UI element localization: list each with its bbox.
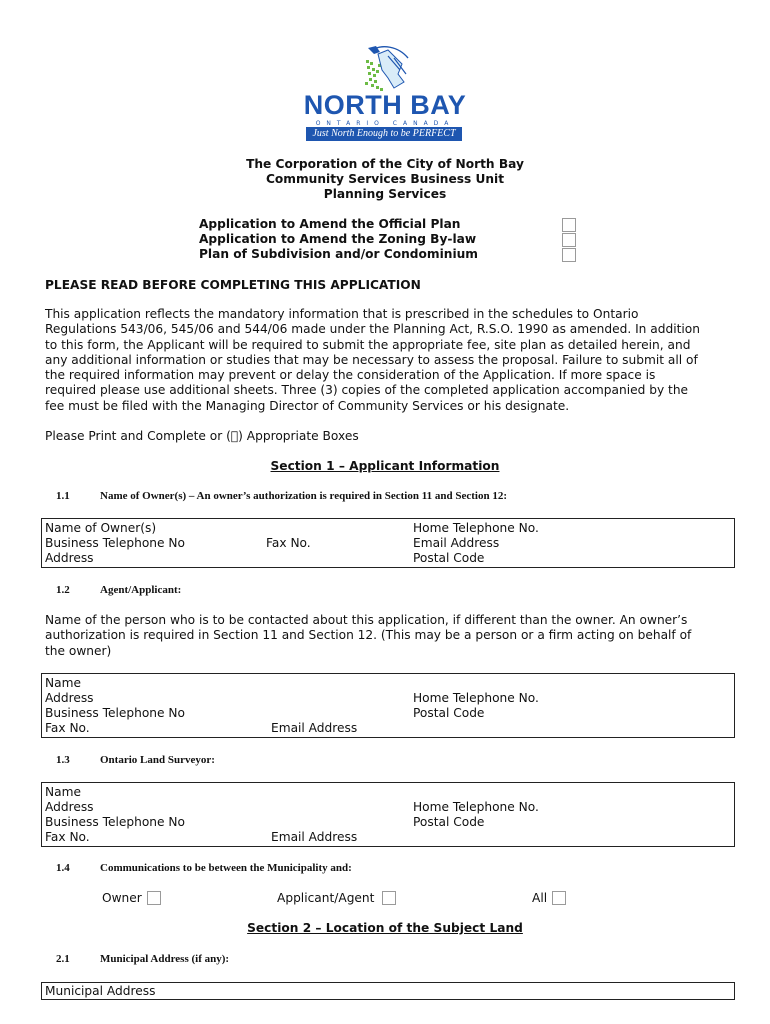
notice-line: the required information may prevent or delay the consideration of the Application. If more space is [45, 368, 656, 383]
notice-paragraph [45, 307, 735, 414]
municipal-address-field[interactable]: Municipal Address [45, 984, 156, 998]
agent-business-phone-field[interactable]: Business Telephone No [45, 706, 185, 720]
agent-email-field[interactable]: Email Address [271, 721, 358, 735]
surveyor-home-phone-field[interactable]: Home Telephone No. [413, 800, 539, 814]
comm-option-owner [102, 891, 142, 905]
north-bay-emblem-icon [358, 44, 414, 96]
agent-desc-line: Name of the person who is to be contacted about this application, if different than the owner. An owner’s [45, 613, 688, 627]
logo-subline: ONTARIO CANADA [315, 120, 455, 127]
owner-home-phone-field[interactable]: Home Telephone No. [413, 521, 539, 535]
owner-name-field[interactable]: Name of Owner(s) [45, 521, 157, 535]
surveyor-name-field[interactable]: Name [45, 785, 81, 799]
comm-option-all [532, 891, 547, 905]
s2-1-number: 2.1 [56, 953, 70, 965]
agent-description [45, 613, 735, 659]
owner-info-box [41, 518, 735, 568]
municipal-address-box [41, 982, 735, 1000]
s2-1-label: Municipal Address (if any): [100, 953, 230, 965]
notice-line: to this form, the Applicant will be required to submit the appropriate fee, site plan as detailed herein, and [45, 337, 691, 352]
owner-email-field[interactable]: Email Address [413, 536, 500, 550]
app-type-subdivision: Plan of Subdivision and/or Condominium [199, 247, 478, 261]
agent-info-box [41, 673, 735, 738]
app-type-official-plan: Application to Amend the Official Plan [199, 217, 461, 231]
comm-owner-label: Owner [102, 891, 142, 905]
surveyor-info-box [41, 782, 735, 847]
s1-4-label: Communications to be between the Municipality and: [100, 862, 352, 874]
surveyor-fax-field[interactable]: Fax No. [45, 830, 90, 844]
s1-3-number: 1.3 [56, 754, 70, 766]
notice-line: required please use additional sheets. Three (3) copies of the completed application accompanied by the [45, 383, 689, 398]
logo-wordmark: NORTH BAY [303, 90, 467, 120]
agent-address-field[interactable]: Address [45, 691, 94, 705]
north-bay-logo [300, 44, 470, 144]
surveyor-postal-field[interactable]: Postal Code [413, 815, 485, 829]
notice-line: fee must be filed with the Managing Director of Community Services or his designate. [45, 398, 570, 413]
comm-all-label: All [532, 891, 548, 905]
notice-line: any additional information or studies that may be necessary to assess the proposal. Failure to submit all of [45, 352, 698, 367]
instruction-text: Please Print and Complete or ( ) Appropriate Boxes [45, 429, 359, 443]
surveyor-email-field[interactable]: Email Address [271, 830, 358, 844]
comm-option-agent [277, 891, 374, 905]
agent-name-field[interactable]: Name [45, 676, 81, 690]
logo-tagline: Just North Enough to be PERFECT [306, 127, 462, 141]
owner-fax-field[interactable]: Fax No. [266, 536, 311, 550]
s1-4-number: 1.4 [56, 862, 70, 874]
section1-title: Section 1 – Applicant Information [270, 459, 500, 473]
comm-agent-checkbox[interactable] [382, 891, 396, 905]
header-corporation: The Corporation of the City of North Bay [246, 157, 524, 171]
owner-address-field[interactable]: Address [45, 551, 94, 565]
comm-all-checkbox[interactable] [552, 891, 566, 905]
s1-1-label: Name of Owner(s) – An owner’s authorization is required in Section 11 and Section 12: [100, 490, 507, 502]
header-business-unit: Community Services Business Unit [265, 172, 505, 186]
notice-line: Regulations 543/06, 545/06 and 544/06 made under the Planning Act, R.S.O. 1990 as amended. In addition [45, 322, 700, 337]
section2-title: Section 2 – Location of the Subject Land [247, 921, 523, 935]
notice-line: This application reflects the mandatory information that is prescribed in the schedules to Ontario [45, 307, 639, 321]
s1-2-number: 1.2 [56, 584, 70, 596]
surveyor-business-phone-field[interactable]: Business Telephone No [45, 815, 185, 829]
official-plan-checkbox[interactable] [562, 218, 576, 232]
agent-postal-field[interactable]: Postal Code [413, 706, 485, 720]
notice-heading: PLEASE READ BEFORE COMPLETING THIS APPLICATION [45, 278, 421, 292]
agent-desc-line: the owner) [45, 643, 112, 658]
owner-business-phone-field[interactable]: Business Telephone No [45, 536, 185, 550]
comm-agent-label: Applicant/Agent [277, 891, 375, 905]
agent-fax-field[interactable]: Fax No. [45, 721, 90, 735]
s1-2-label: Agent/Applicant: [100, 584, 182, 596]
agent-home-phone-field[interactable]: Home Telephone No. [413, 691, 539, 705]
owner-postal-field[interactable]: Postal Code [413, 551, 485, 565]
comm-owner-checkbox[interactable] [147, 891, 161, 905]
s1-3-label: Ontario Land Surveyor: [100, 754, 215, 766]
header-department: Planning Services [323, 187, 447, 201]
app-type-zoning-bylaw: Application to Amend the Zoning By-law [199, 232, 477, 246]
zoning-bylaw-checkbox[interactable] [562, 233, 576, 247]
subdivision-checkbox[interactable] [562, 248, 576, 262]
agent-desc-line: authorization is required in Section 11 and Section 12. (This may be a person or a firm acting on behalf of [45, 628, 692, 643]
s1-1-number: 1.1 [56, 490, 70, 502]
surveyor-address-field[interactable]: Address [45, 800, 94, 814]
